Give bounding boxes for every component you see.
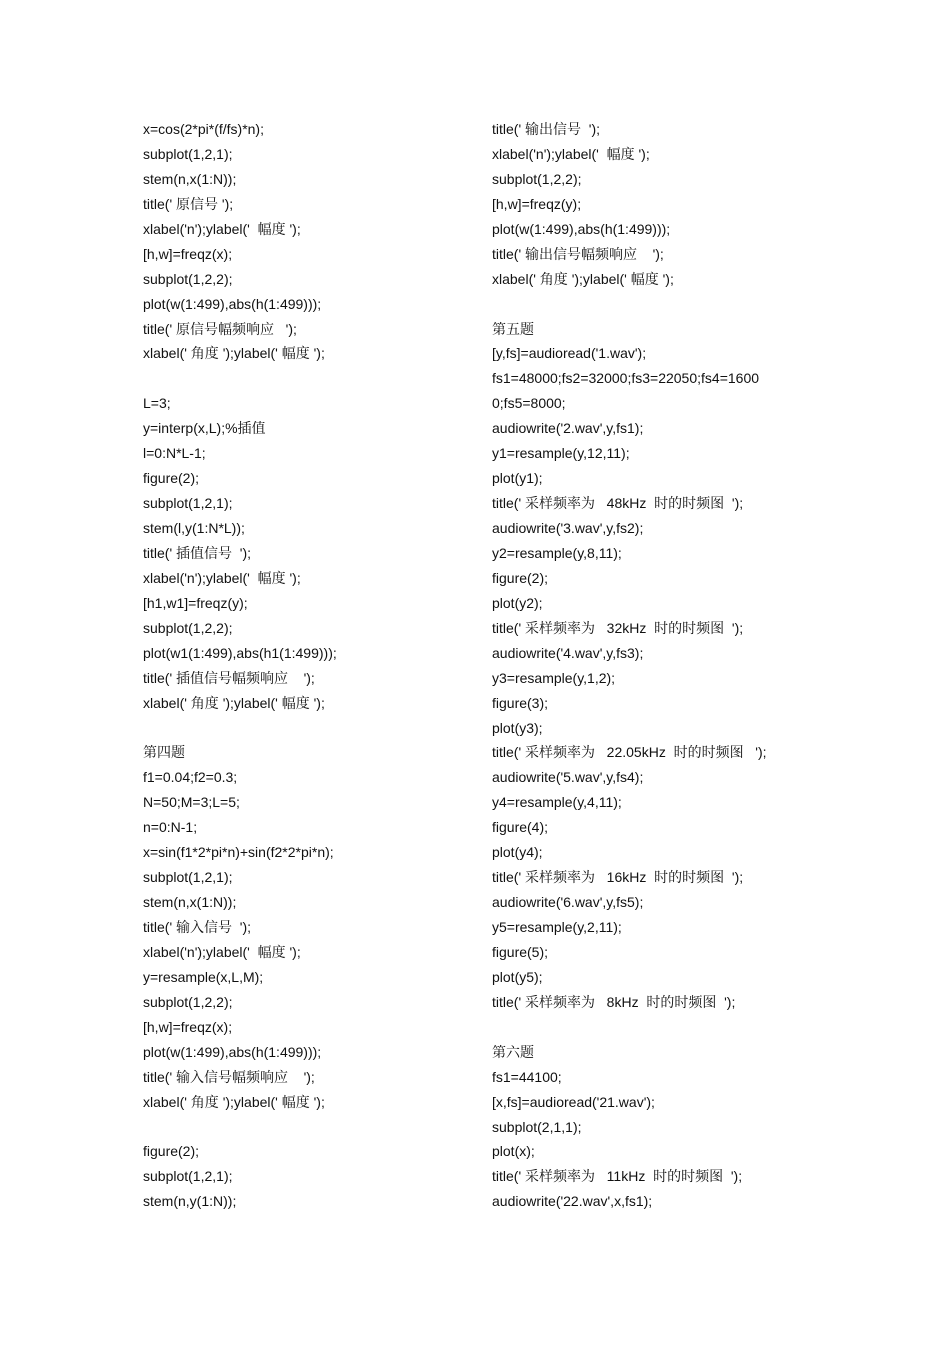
code-column-left xyxy=(143,117,463,1214)
code-line: y5=resample(y,2,11); xyxy=(492,919,622,935)
code-line: subplot(1,2,2); xyxy=(143,619,233,636)
blank-line xyxy=(492,1015,812,1040)
code-line: audiowrite('2.wav',y,fs1); xyxy=(492,420,644,437)
code-line: subplot(1,2,2); xyxy=(143,270,233,287)
code-line: fs1=44100; xyxy=(492,1068,562,1085)
code-line: xlabel('n');ylabel(' 幅度 '); xyxy=(143,569,301,586)
code-line: subplot(1,2,1); xyxy=(143,495,233,512)
code-line: y2=resample(y,8,11); xyxy=(492,544,622,561)
code-line: title(' 采样频率为 32kHz 时的时频图 '); xyxy=(492,619,744,636)
code-line: title(' 采样频率为 16kHz 时的时频图 '); xyxy=(492,869,744,886)
code-line: title(' 插值信号 '); xyxy=(143,544,252,561)
code-line: xlabel(' 角度 ');ylabel(' 幅度 '); xyxy=(143,345,325,362)
code-line: subplot(1,2,1); xyxy=(143,145,233,162)
code-line: y3=resample(y,1,2); xyxy=(492,669,616,686)
code-line: xlabel('n');ylabel(' 幅度 '); xyxy=(492,145,650,162)
blank-line xyxy=(143,1115,463,1140)
code-line: x=cos(2*pi*(f/fs)*n); xyxy=(143,121,264,137)
section-heading: 第六题 xyxy=(492,1043,534,1060)
code-line: L=3; xyxy=(143,395,171,412)
code-line: 0;fs5=8000; xyxy=(492,395,566,412)
code-line: y=resample(x,L,M); xyxy=(143,968,264,985)
code-line: title(' 采样频率为 22.05kHz 时的时频图 '); xyxy=(492,744,767,761)
code-line: title(' 输入信号 '); xyxy=(143,919,252,935)
code-line: title(' 采样频率为 8kHz 时的时频图 '); xyxy=(492,993,736,1010)
code-line: plot(w(1:499),abs(h(1:499))); xyxy=(492,220,671,237)
code-line: n=0:N-1; xyxy=(143,819,198,836)
blank-line xyxy=(492,292,812,317)
code-line: plot(y3); xyxy=(492,719,543,736)
code-line: title(' 输入信号幅频响应 '); xyxy=(143,1068,315,1085)
code-line: l=0:N*L-1; xyxy=(143,445,206,462)
code-line: audiowrite('4.wav',y,fs3); xyxy=(492,644,644,661)
code-line: subplot(1,2,1); xyxy=(143,869,233,886)
code-line: xlabel('n');ylabel(' 幅度 '); xyxy=(143,943,301,960)
code-line: plot(w(1:499),abs(h(1:499))); xyxy=(143,295,322,312)
code-line: figure(2); xyxy=(492,569,549,586)
code-line: plot(y5); xyxy=(492,968,543,985)
code-line: title(' 原信号幅频响应 '); xyxy=(143,320,297,337)
code-line: audiowrite('22.wav',x,fs1); xyxy=(492,1193,653,1210)
code-line: audiowrite('6.wav',y,fs5); xyxy=(492,894,644,911)
code-line: xlabel(' 角度 ');ylabel(' 幅度 '); xyxy=(143,694,325,711)
section-heading: 第四题 xyxy=(143,744,185,761)
code-line: subplot(1,2,2); xyxy=(492,170,582,187)
code-line: xlabel(' 角度 ');ylabel(' 幅度 '); xyxy=(492,270,674,287)
code-line: [h,w]=freqz(x); xyxy=(143,1018,233,1035)
code-line: f1=0.04;f2=0.3; xyxy=(143,769,238,786)
code-line: figure(4); xyxy=(492,819,549,836)
code-line: [h,w]=freqz(y); xyxy=(492,195,582,212)
code-line: subplot(1,2,2); xyxy=(143,993,233,1010)
code-line: title(' 采样频率为 11kHz 时的时频图 '); xyxy=(492,1168,743,1185)
code-line: title(' 插值信号幅频响应 '); xyxy=(143,669,315,686)
code-line: figure(5); xyxy=(492,943,549,960)
code-line: N=50;M=3;L=5; xyxy=(143,794,240,811)
code-line: plot(x); xyxy=(492,1143,535,1160)
code-line: plot(w(1:499),abs(h(1:499))); xyxy=(143,1043,322,1060)
code-line: y4=resample(y,4,11); xyxy=(492,794,622,811)
code-line: title(' 采样频率为 48kHz 时的时频图 '); xyxy=(492,495,744,512)
code-line: stem(l,y(1:N*L)); xyxy=(143,520,245,536)
code-line: [y,fs]=audioread('1.wav'); xyxy=(492,345,647,362)
code-line: figure(2); xyxy=(143,1143,200,1160)
code-line: subplot(2,1,1); xyxy=(492,1118,582,1135)
code-line: figure(3); xyxy=(492,694,549,711)
code-line: fs1=48000;fs2=32000;fs3=22050;fs4=1600 xyxy=(492,370,760,387)
code-line: subplot(1,2,1); xyxy=(143,1168,233,1185)
code-line: [h,w]=freqz(x); xyxy=(143,245,233,262)
code-line: plot(y1); xyxy=(492,470,543,487)
code-line: y=interp(x,L);%插值 xyxy=(143,420,266,437)
code-line: xlabel(' 角度 ');ylabel(' 幅度 '); xyxy=(143,1093,325,1110)
code-line: stem(n,x(1:N)); xyxy=(143,894,237,911)
code-line: y1=resample(y,12,11); xyxy=(492,445,630,462)
code-line: title(' 输出信号 '); xyxy=(492,121,601,137)
code-line: plot(w1(1:499),abs(h1(1:499))); xyxy=(143,644,337,661)
blank-line xyxy=(143,716,463,741)
code-line: audiowrite('5.wav',y,fs4); xyxy=(492,769,644,786)
code-line: audiowrite('3.wav',y,fs2); xyxy=(492,520,644,536)
code-line: title(' 原信号 '); xyxy=(143,195,234,212)
code-line: stem(n,y(1:N)); xyxy=(143,1193,237,1210)
code-line: title(' 输出信号幅频响应 '); xyxy=(492,245,664,262)
code-line: [x,fs]=audioread('21.wav'); xyxy=(492,1093,655,1110)
code-line: stem(n,x(1:N)); xyxy=(143,170,237,187)
blank-line xyxy=(143,366,463,391)
code-line: plot(y2); xyxy=(492,594,543,611)
code-line: x=sin(f1*2*pi*n)+sin(f2*2*pi*n); xyxy=(143,844,334,861)
code-line: figure(2); xyxy=(143,470,200,487)
code-line: plot(y4); xyxy=(492,844,543,861)
code-line: xlabel('n');ylabel(' 幅度 '); xyxy=(143,220,301,237)
section-heading: 第五题 xyxy=(492,320,534,337)
code-column-right xyxy=(492,117,812,1214)
code-line: [h1,w1]=freqz(y); xyxy=(143,594,248,611)
